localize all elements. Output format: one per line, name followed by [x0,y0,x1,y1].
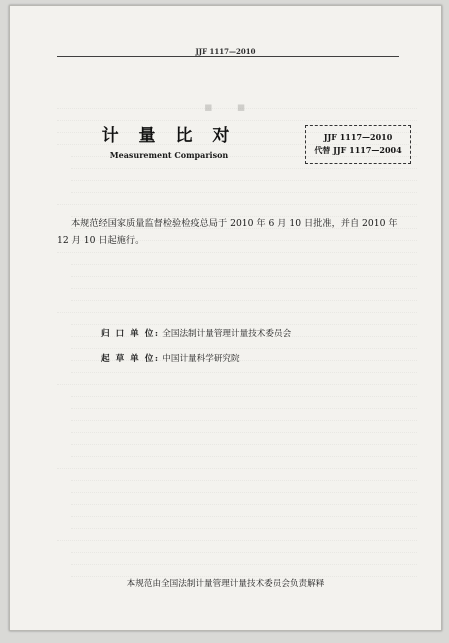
show-through-line [71,421,417,433]
show-through-line [71,289,417,301]
document-title-chinese: 计 量 比 对 [101,126,237,146]
show-through-line [57,109,417,121]
show-through-line [71,397,417,409]
show-through-line [71,481,417,493]
approval-statement: 本规范经国家质量监督检验检疫总局于 2010 年 6 月 10 日批准，并自 2010 年 12 月 10 日起施行。 [57,218,398,246]
current-standard-code: JJF 1117—2010 [323,132,393,142]
show-through-line [57,301,417,313]
document-page [9,5,442,631]
show-through-line [71,493,417,505]
show-through-line [57,373,417,385]
show-through-line [71,565,417,577]
responsible-unit-value: 全国法制计量管理计量技术委员会 [162,329,292,339]
show-through-line [71,445,417,457]
standard-code-box [305,125,411,164]
show-through-line [71,385,417,397]
show-through-line [57,193,417,205]
responsible-unit-label: 归 口 单 位: [101,329,160,339]
show-through-heading: ▪▪ [204,100,270,115]
show-through-line [71,517,417,529]
show-through-line [57,457,417,469]
show-through-line [71,505,417,517]
drafting-unit-row [101,352,411,364]
show-through-line [71,253,417,265]
show-through-line [71,469,417,481]
show-through-line [71,277,417,289]
show-through-line [71,265,417,277]
show-through-line [71,169,417,181]
header-rule [57,56,399,57]
interpretation-note: 本规范由全国法制计量管理计量技术委员会负责解释 [126,579,325,589]
show-through-line [57,97,417,109]
show-through-line [71,181,417,193]
show-through-line [57,529,417,541]
drafting-unit-label: 起 草 单 位: [101,354,160,364]
show-through-line [71,409,417,421]
show-through-line [71,553,417,565]
show-through-line [71,433,417,445]
show-through-line [71,313,417,325]
header-standard-code: JJF 1117—2010 [195,47,256,56]
responsible-unit-row [101,327,411,339]
drafting-unit-value: 中国计量科学研究院 [162,354,240,364]
show-through-line [71,541,417,553]
replaced-standard-code: 代替 JJF 1117—2004 [314,145,402,155]
document-title-english: Measurement Comparison [109,150,229,160]
